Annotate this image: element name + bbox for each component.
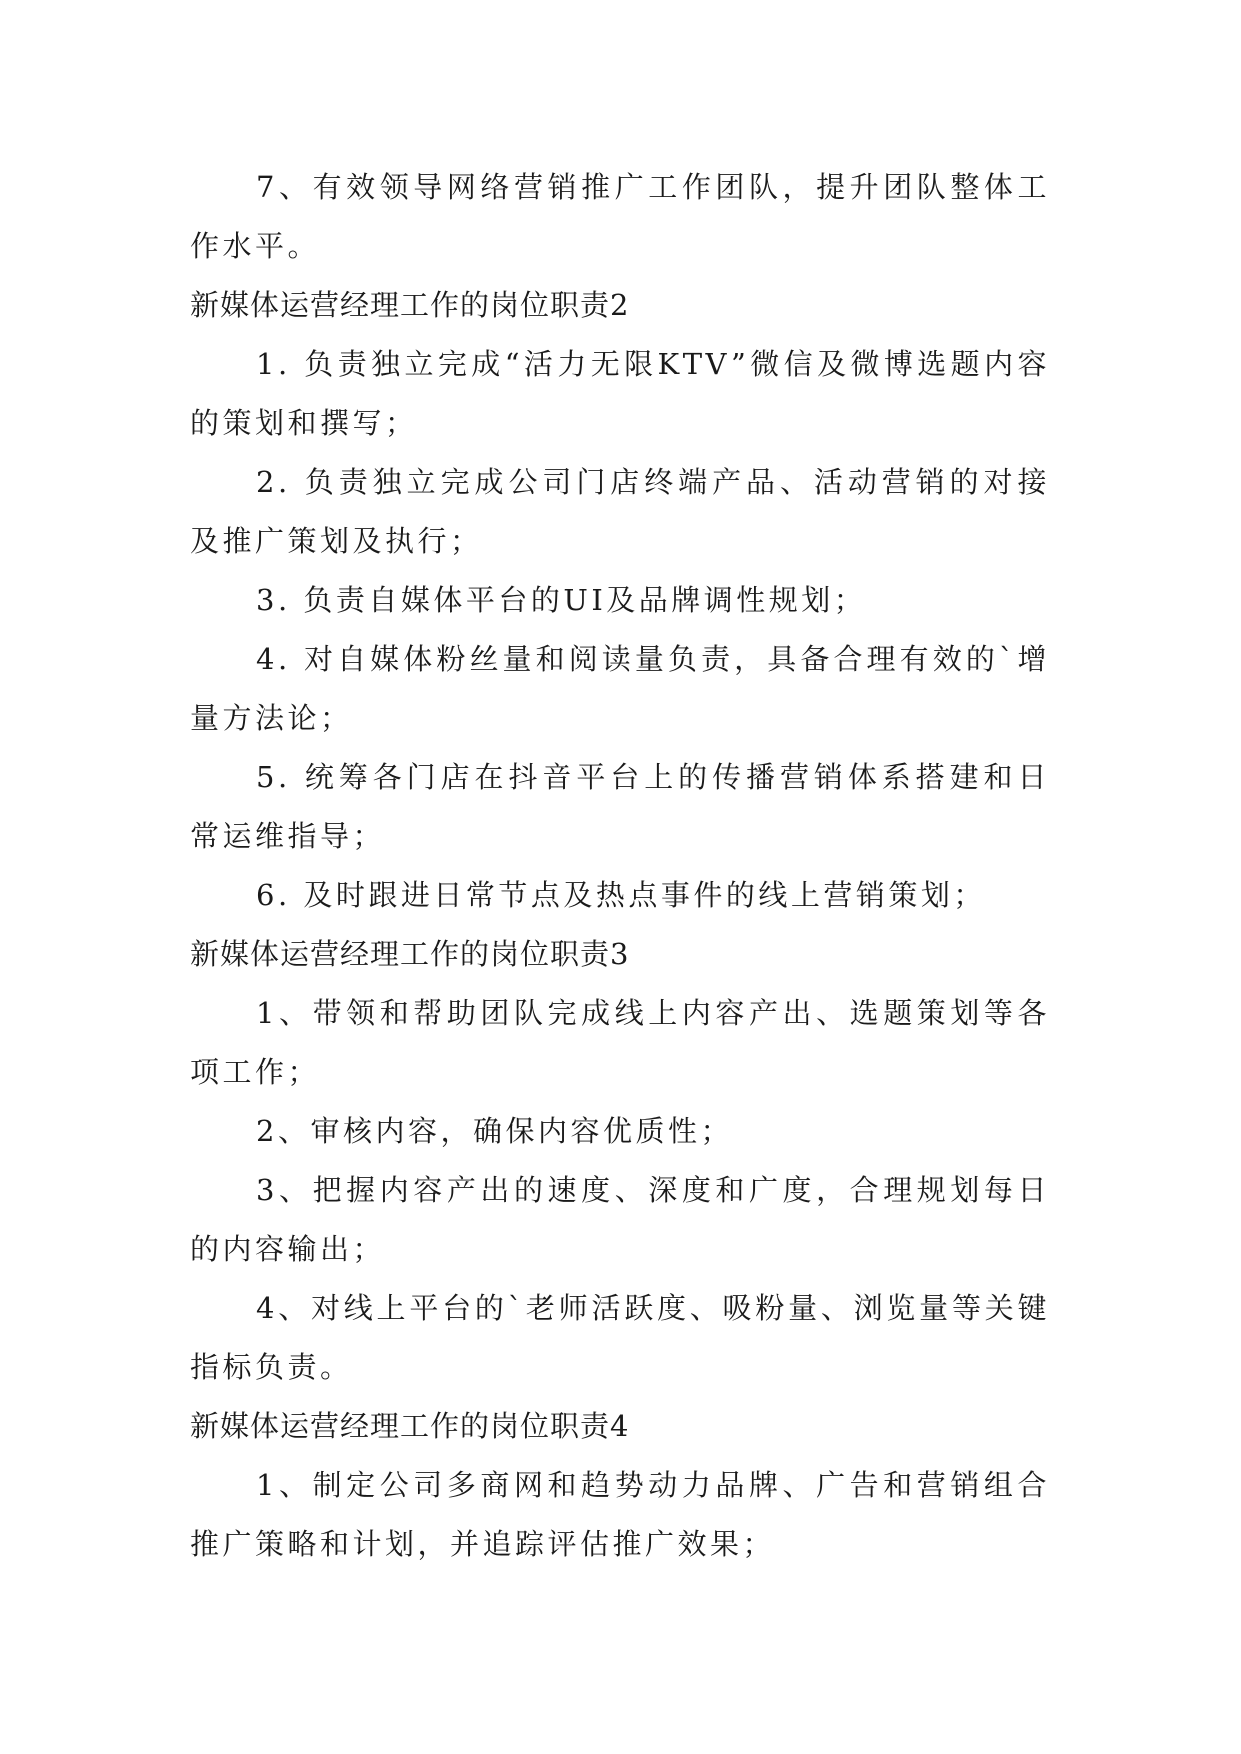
responsibility-item: 4. 对自媒体粉丝量和阅读量负责，具备合理有效的`增量方法论； xyxy=(190,642,1050,735)
responsibility-item: 4、对线上平台的`老师活跃度、吸粉量、浏览量等关键指标负责。 xyxy=(190,1291,1050,1384)
responsibility-item: 3. 负责自媒体平台的UI及品牌调性规划； xyxy=(256,583,867,617)
responsibility-item: 5. 统筹各门店在抖音平台上的传播营销体系搭建和日常运维指导； xyxy=(190,760,1050,853)
responsibility-item: 3、把握内容产出的速度、深度和广度，合理规划每日的内容输出； xyxy=(190,1173,1050,1266)
responsibility-item: 6. 及时跟进日常节点及热点事件的线上营销策划； xyxy=(256,878,986,912)
responsibility-item: 1、制定公司多商网和趋势动力品牌、广告和营销组合推广策略和计划，并追踪评估推广效果； xyxy=(190,1468,1050,1561)
responsibility-item: 7、有效领导网络营销推广工作团队，提升团队整体工作水平。 xyxy=(190,170,1050,263)
responsibility-item: 1. 负责独立完成“活力无限KTV”微信及微博选题内容的策划和撰写； xyxy=(190,347,1050,440)
responsibility-item: 2. 负责独立完成公司门店终端产品、活动营销的对接及推广策划及执行； xyxy=(190,465,1050,558)
responsibility-item: 2、审核内容，确保内容优质性； xyxy=(256,1114,733,1148)
document-body xyxy=(190,158,1050,1574)
section-heading: 新媒体运营经理工作的岗位职责2 xyxy=(190,288,630,322)
section-heading: 新媒体运营经理工作的岗位职责4 xyxy=(190,1409,630,1443)
section-heading: 新媒体运营经理工作的岗位职责3 xyxy=(190,937,630,971)
responsibility-item: 1、带领和帮助团队完成线上内容产出、选题策划等各项工作； xyxy=(190,996,1050,1089)
